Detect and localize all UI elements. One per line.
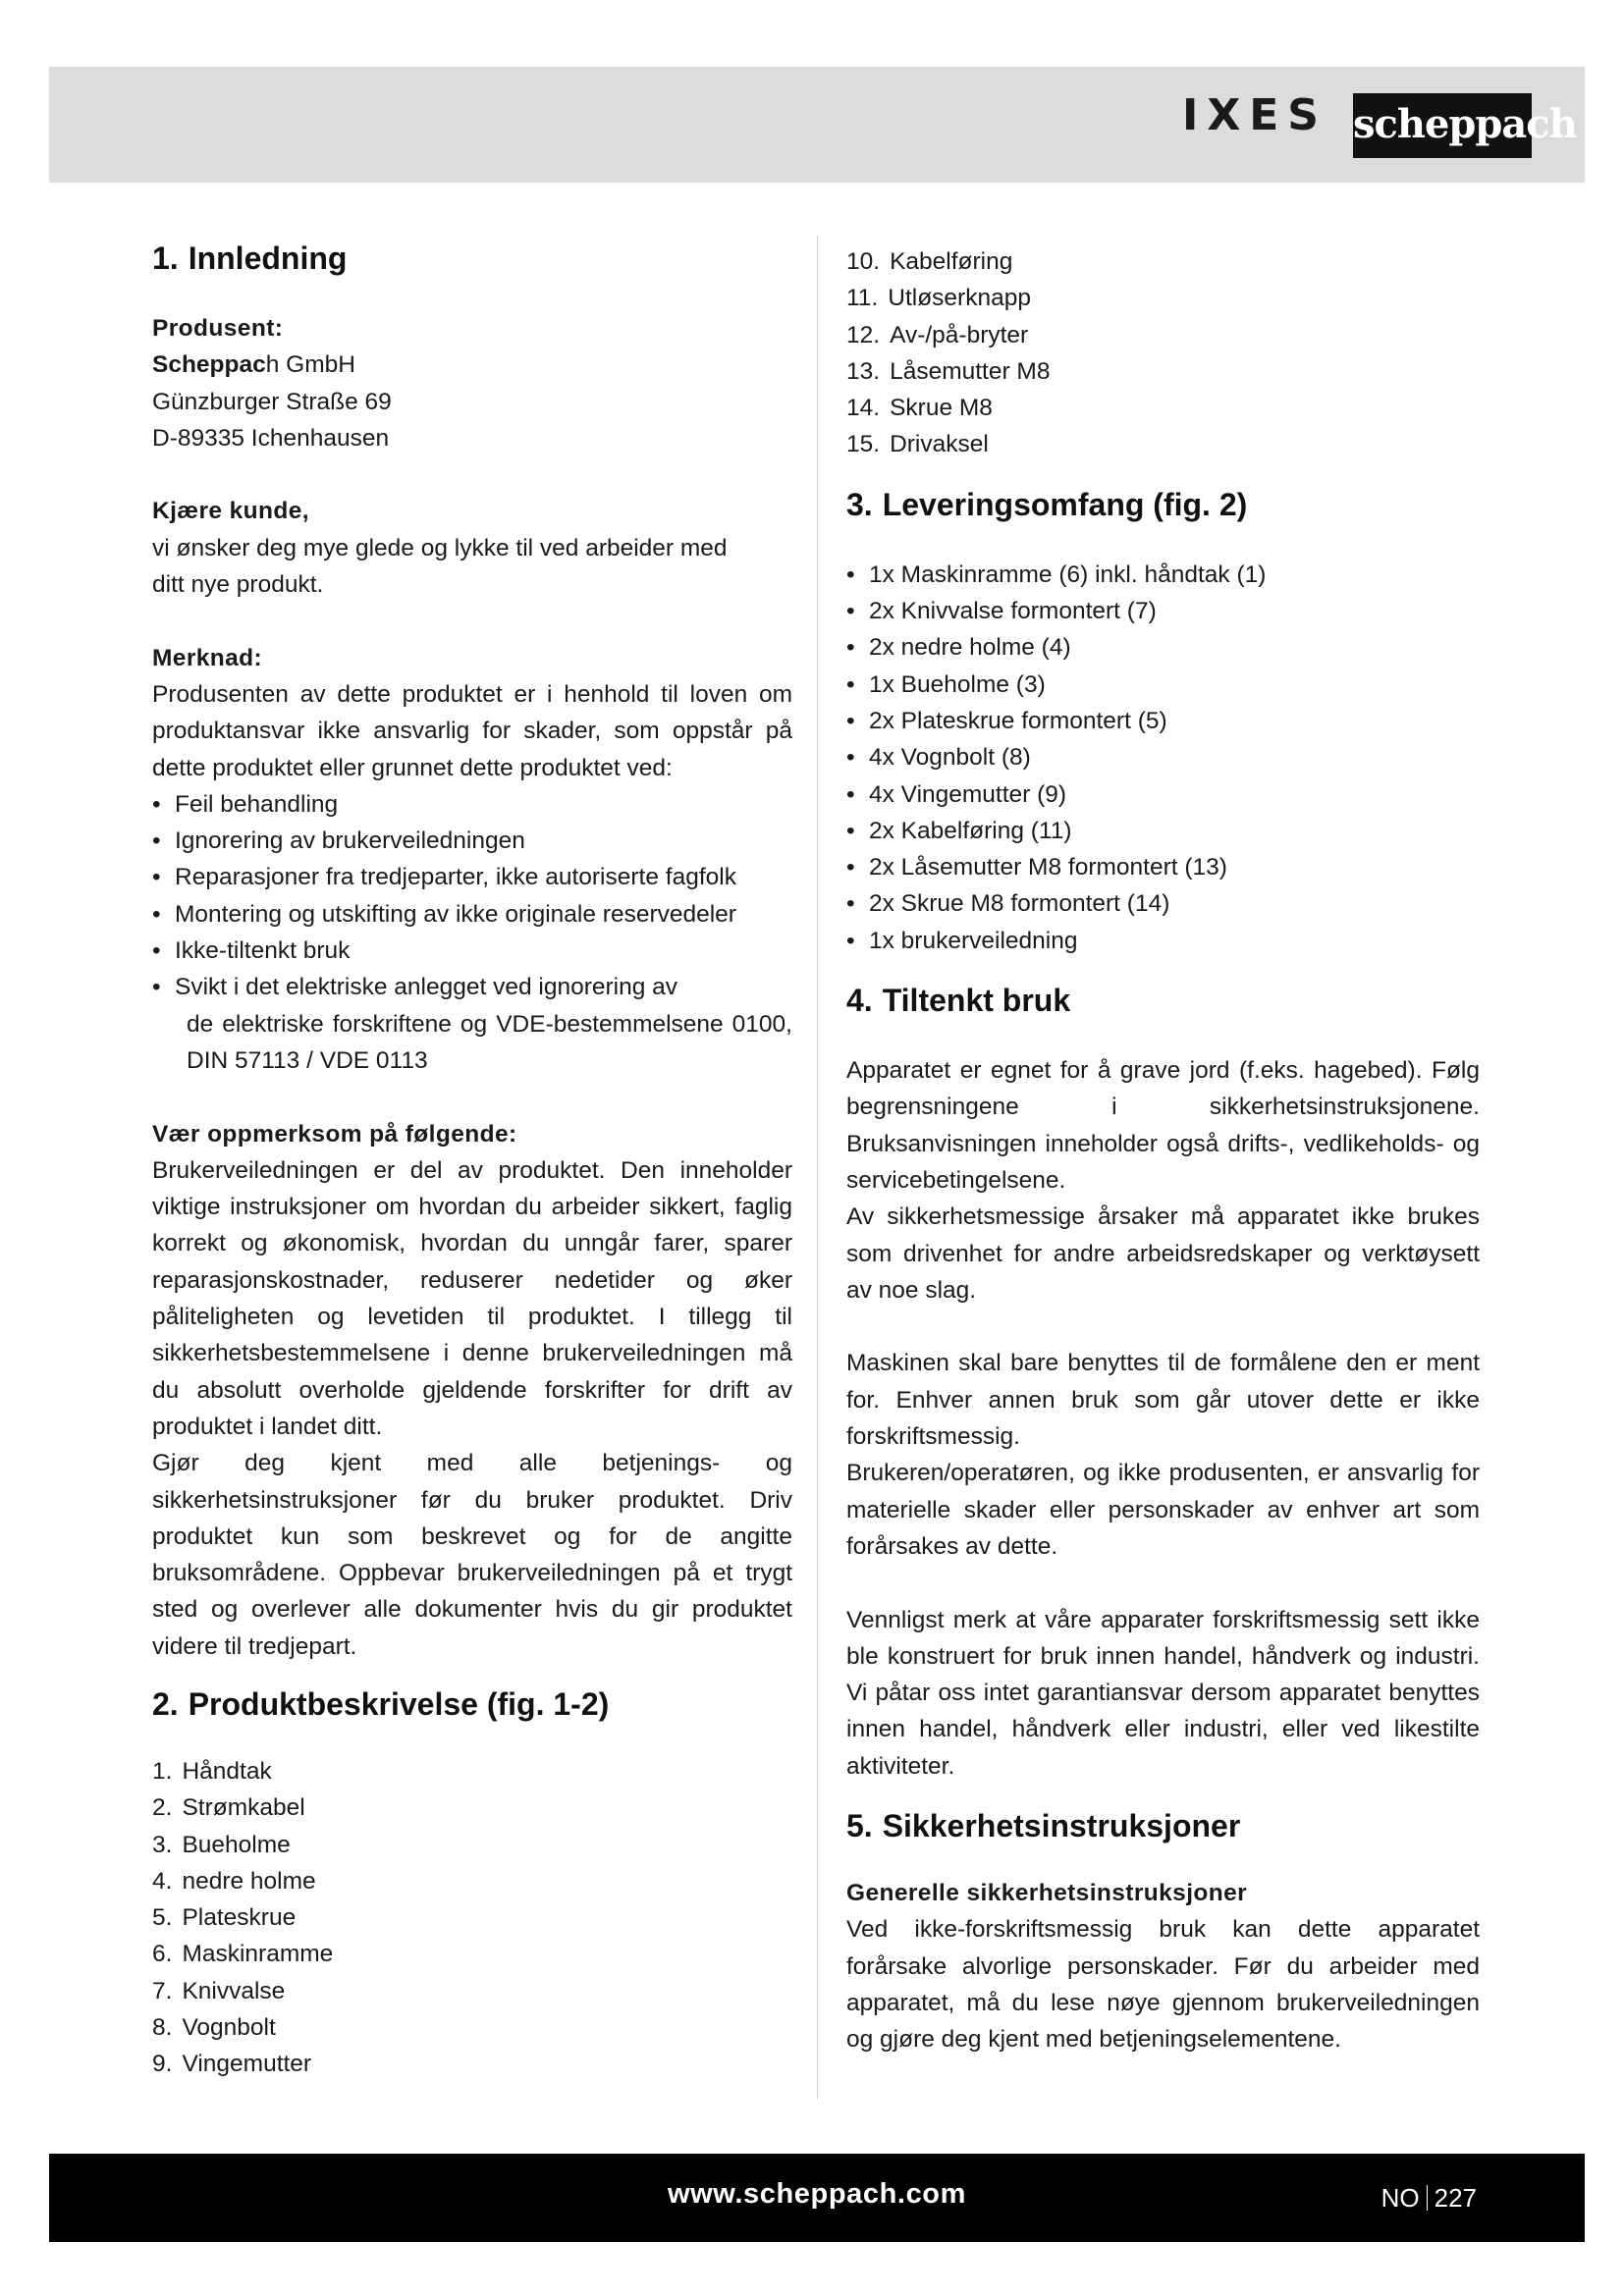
item-number: 12. [846, 321, 881, 348]
parts-list-continued [846, 243, 1480, 463]
list-item: • Feil behandling [152, 786, 792, 823]
item-number: 6. [152, 1941, 173, 1968]
item-number: 14. [846, 395, 881, 422]
list-item: • 4x Vingemutter (9) [846, 776, 1480, 813]
section-1-heading [152, 239, 792, 278]
attention-label: Vær oppmerksom på følgende: [152, 1120, 517, 1148]
producer-name-rest: h GmbH [265, 351, 355, 379]
producer-label: Produsent: [152, 315, 284, 342]
list-item: • 2x Kabelføring (11) [846, 813, 1480, 849]
attention-text: Brukerveiledningen er del av produktet. Den inneholder viktige instruksjoner om hvordan du arbeider sikkert, faglig korrekt og økonomisk, hvordan du unngår farer, sparer reparasjonskostnader, reduserer nedetider og øker påliteligheten og levetiden til produktet. I tillegg til sikkerhetsbestemmelsene i denne brukerveiledningen må du absolutt overholde gjeldende forskrifter for drift av produktet i landet ditt. [152, 1156, 792, 1440]
list-item: • 4x Vognbolt (8) [846, 739, 1480, 775]
list-item: • Montering og utskifting av ikke originale reservedeler [152, 896, 792, 933]
list-item [152, 1789, 792, 1826]
section-number: 3. [846, 486, 873, 522]
section-title: Tiltenkt bruk [882, 983, 1071, 1019]
list-item [152, 1753, 792, 1789]
note-text: Produsenten av dette produktet er i henhold til loven om produktansvar ikke ansvarlig for skader, som oppstår på dette produktet eller grunnet dette produktet ved: [152, 680, 792, 781]
attention-text-2: Gjør deg kjent med alle betjenings- og sikkerhetsinstruksjoner før du bruker produktet. Driv produktet kun som beskrevet og for de angitte bruksområdene. Oppbevar brukerveiledningen på et trygt sted og overlever alle dokumenter hvis du gir produktet videre til tredjepart. [152, 1450, 792, 1660]
note-bullet-continuation: de elektriske forskriftene og VDE-bestemmelsene 0100, DIN 57113 / VDE 0113 [187, 1010, 792, 1074]
intended-use-text-3: Vennligst merk at våre apparater forskriftsmessig sett ikke ble konstruert for bruk innen handel, håndverk og industri. Vi påtar oss intet garantiansvar dersom apparatet benyttes innen handel, håndverk eller industri, eller ved likestilte aktiviteter. [846, 1606, 1480, 1780]
scheppach-logo: scheppach [1353, 93, 1532, 158]
list-item: • 2x Skrue M8 formontert (14) [846, 885, 1480, 922]
producer-name [152, 347, 792, 383]
list-item [846, 280, 1480, 316]
item-number: 15. [846, 431, 881, 458]
dear-text-2: ditt nye produkt. [152, 571, 324, 599]
item-number: 11. [846, 285, 879, 312]
parts-list [152, 1753, 792, 2083]
left-column [152, 236, 792, 2083]
list-item [152, 2046, 792, 2082]
dear-text-1: vi ønsker deg mye glede og lykke til ved arbeider med [152, 534, 728, 561]
producer-name-bold: Scheppac [152, 351, 266, 379]
list-item: • 1x Bueholme (3) [846, 667, 1480, 703]
dear-label: Kjære kunde, [152, 498, 310, 525]
list-item [152, 1936, 792, 1972]
intended-use-text-1: Apparatet er egnet for å grave jord (f.eks. hagebed). Følg begrensningene i sikkerhetsinstruksjonene. Bruksanvisningen inneholder også drifts-, vedlikeholds- og servicebetingelsene. [846, 1057, 1480, 1194]
producer-city: D-89335 Ichenhausen [152, 424, 390, 452]
intended-use-text-1b: Av sikkerhetsmessige årsaker må apparatet ikke brukes som drivenhet for andre arbeidsredskaper og verktøysett av noe slag. [846, 1203, 1480, 1304]
item-text: Utløserknapp [888, 285, 1031, 312]
list-item [152, 1827, 792, 1863]
item-number: 2. [152, 1794, 173, 1822]
list-item: • 1x Maskinramme (6) inkl. håndtak (1) [846, 557, 1480, 593]
item-text: Vingemutter [182, 2051, 312, 2078]
item-number: 13. [846, 357, 881, 385]
list-item [846, 390, 1480, 426]
section-3-heading [846, 485, 1480, 524]
section-5-heading [846, 1806, 1480, 1845]
section-number: 1. [152, 240, 179, 276]
safety-text: Ved ikke-forskriftsmessig bruk kan dette apparatet forårsake alvorlige personskader. Før du arbeider med apparatet, må du lese nøye gjennom brukerveiledningen og gjøre deg kjent med betjeningselementene. [846, 1916, 1480, 2054]
right-column [846, 236, 1480, 2057]
section-2-heading [152, 1684, 792, 1724]
item-number: 5. [152, 1904, 173, 1932]
note-bullet-list [152, 786, 792, 1006]
item-text: Av-/på-bryter [890, 321, 1029, 348]
intended-use-text-2: Maskinen skal bare benyttes til de formålene den er ment for. Enhver annen bruk som går utover dette er ikke forskriftsmessig. [846, 1350, 1480, 1451]
item-number: 7. [152, 1977, 173, 2004]
item-text: Strømkabel [182, 1794, 305, 1822]
list-item: • 2x Låsemutter M8 formontert (13) [846, 849, 1480, 885]
section-title: Sikkerhetsinstruksjoner [882, 1807, 1241, 1843]
item-number: 9. [152, 2051, 173, 2078]
item-text: Låsemutter M8 [890, 357, 1051, 385]
page-number [1381, 2183, 1477, 2214]
section-4-heading [846, 981, 1480, 1020]
column-divider [817, 236, 818, 2099]
item-text: Plateskrue [182, 1904, 297, 1932]
item-text: Knivvalse [182, 1977, 286, 2004]
item-text: nedre holme [182, 1867, 316, 1895]
delivery-list [846, 557, 1480, 959]
page-number-value: 227 [1434, 2183, 1477, 2213]
list-item [152, 1863, 792, 1899]
item-number: 8. [152, 2014, 173, 2042]
list-item [152, 1899, 792, 1936]
list-item [152, 1973, 792, 2009]
section-title: Innledning [188, 240, 348, 276]
list-item: • Svikt i det elektriske anlegget ved ignorering av [152, 969, 792, 1005]
list-item: • 1x brukerveiledning [846, 923, 1480, 959]
intended-use-text-2b: Brukeren/operatøren, og ikke produsenten, er ansvarlig for materielle skader eller personskader av enhver art som forårsakes av dette. [846, 1460, 1480, 1560]
page-footer [49, 2154, 1585, 2242]
safety-label: Generelle sikkerhetsinstruksjoner [846, 1879, 1248, 1906]
list-item: • Ignorering av brukerveiledningen [152, 823, 792, 859]
item-text: Kabelføring [890, 248, 1013, 275]
ixes-logo: IXES [1181, 90, 1327, 140]
list-item [846, 426, 1480, 462]
section-number: 2. [152, 1685, 179, 1722]
section-title: Leveringsomfang (fig. 2) [882, 486, 1248, 522]
list-item: • Ikke-tiltenkt bruk [152, 933, 792, 969]
list-item: • 2x Knivvalse formontert (7) [846, 593, 1480, 629]
language-code: NO [1380, 2183, 1420, 2213]
page-separator [1427, 2185, 1428, 2211]
list-item [846, 243, 1480, 280]
section-title: Produktbeskrivelse (fig. 1-2) [188, 1685, 610, 1722]
producer-street: Günzburger Straße 69 [152, 388, 392, 415]
item-number: 1. [152, 1757, 173, 1785]
list-item [152, 2009, 792, 2046]
section-number: 4. [846, 983, 873, 1019]
page-header [49, 67, 1585, 183]
list-item: • Reparasjoner fra tredjeparter, ikke autoriserte fagfolk [152, 859, 792, 895]
item-text: Vognbolt [182, 2014, 276, 2042]
item-text: Drivaksel [890, 431, 989, 458]
item-number: 4. [152, 1867, 173, 1895]
section-number: 5. [846, 1807, 873, 1843]
note-label: Merknad: [152, 644, 263, 671]
item-text: Bueholme [182, 1831, 291, 1858]
list-item: • 2x Plateskrue formontert (5) [846, 703, 1480, 739]
item-text: Skrue M8 [890, 395, 993, 422]
list-item: • 2x nedre holme (4) [846, 629, 1480, 666]
list-item [846, 353, 1480, 390]
item-number: 10. [846, 248, 881, 275]
website-link[interactable]: www.scheppach.com [667, 2178, 967, 2210]
item-number: 3. [152, 1831, 173, 1858]
list-item [846, 317, 1480, 353]
item-text: Håndtak [182, 1757, 272, 1785]
item-text: Maskinramme [182, 1941, 334, 1968]
